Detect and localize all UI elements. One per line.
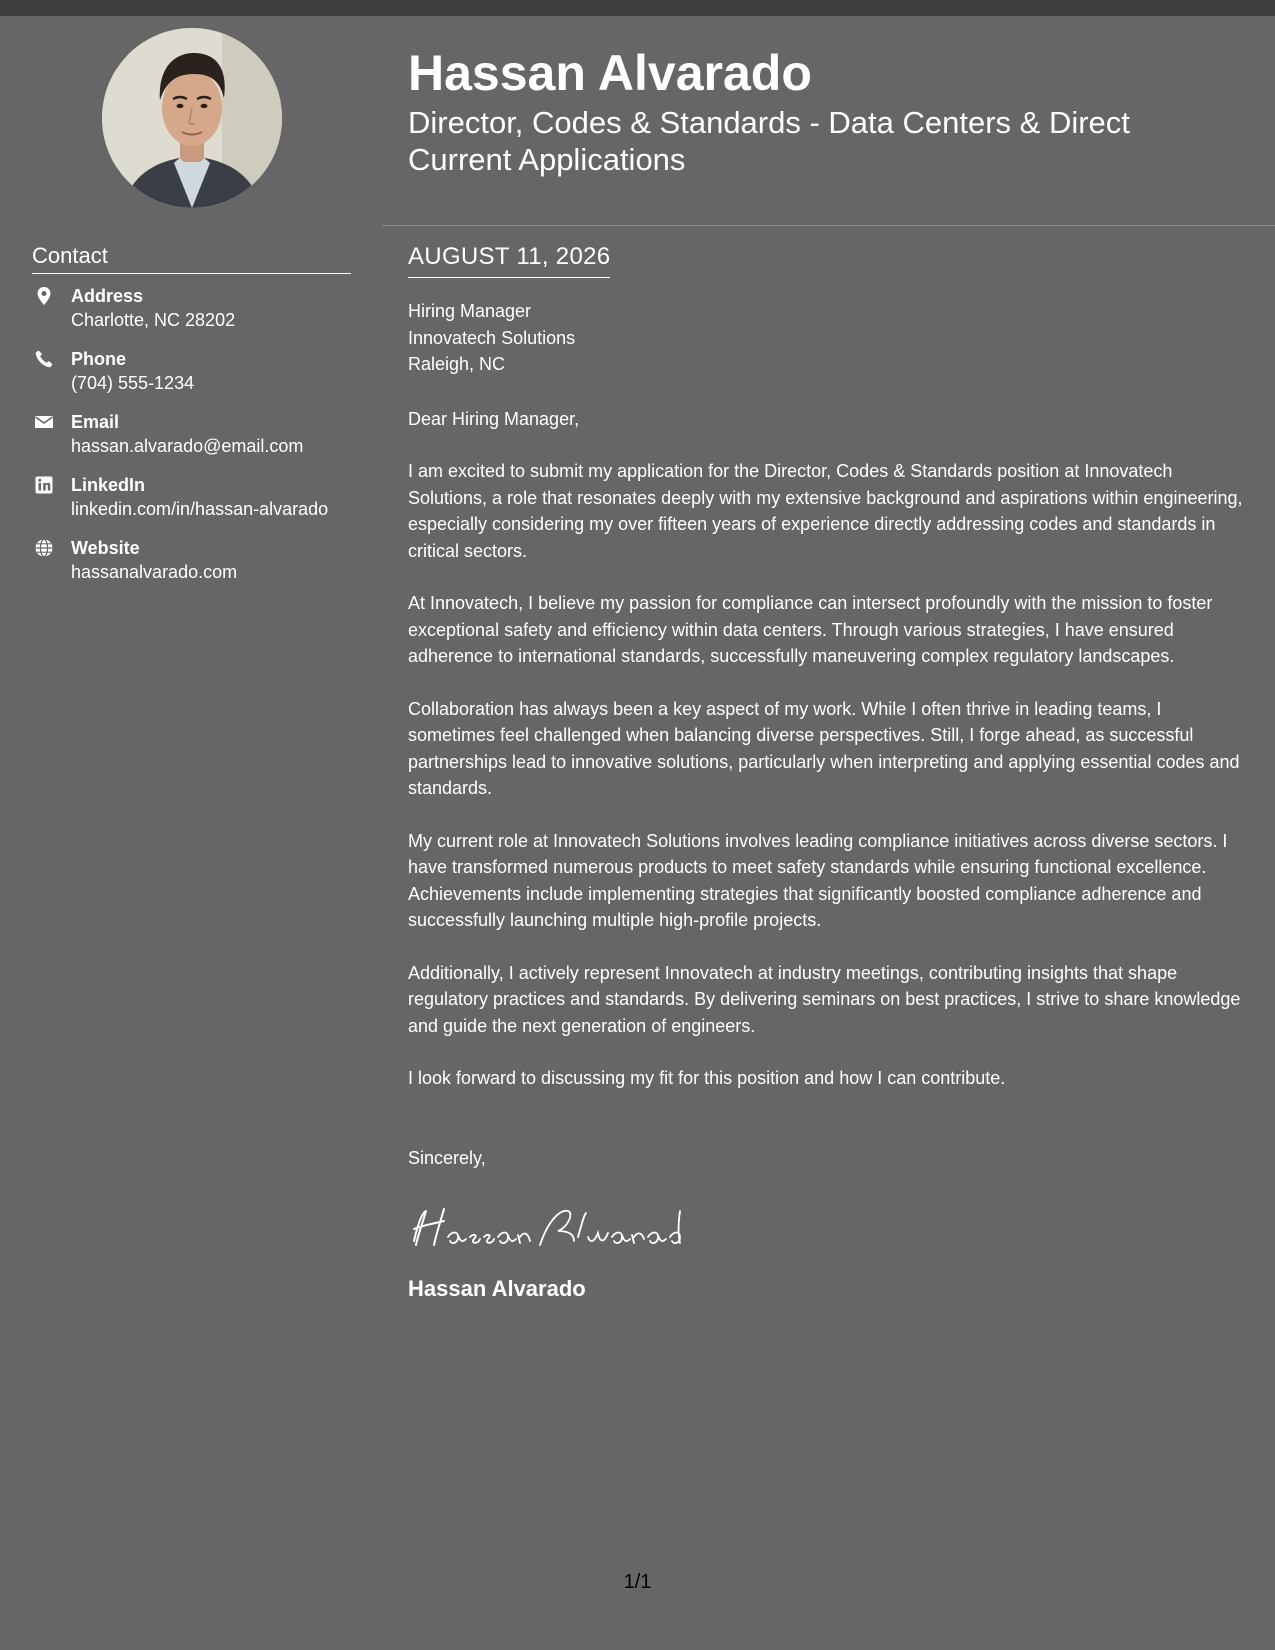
recipient-line: Hiring Manager	[408, 301, 532, 321]
top-strip	[0, 0, 1275, 16]
website-link[interactable]: hassanalvarado.com	[71, 562, 238, 582]
letter-paragraph: I look forward to discussing my fit for this position and how I can contribute.	[408, 1068, 1006, 1088]
signer-name: Hassan Alvarado	[408, 1276, 586, 1301]
phone-icon	[34, 349, 54, 369]
contact-item-linkedin	[32, 473, 362, 536]
greeting: Dear Hiring Manager,	[408, 408, 580, 429]
letter-paragraph: Additionally, I actively represent Innovatech at industry meetings, contributing insights that shape regulatory practices and standards. By delivering seminars on best practices, I strive to share knowledge and guide the next generation of engineers.	[408, 962, 1241, 1036]
contact-list	[32, 284, 362, 599]
job-title: Director, Codes & Standards - Data Centers & Direct Current Applications	[408, 105, 1130, 177]
cover-letter-page	[0, 16, 1275, 1650]
contact-label: Website	[71, 538, 140, 558]
recipient-block	[408, 298, 1248, 378]
letter-paragraph: My current role at Innovatech Solutions involves leading compliance initiatives across diverse sectors. I have transformed numerous products to meet safety standards while ensuring functional excellence. Achievements include implementing strategies that significantly boosted compliance adherence and successfully launching multiple high-profile projects.	[408, 830, 1228, 930]
contact-item-address	[32, 284, 362, 347]
letter-paragraph: I am excited to submit my application for the Director, Codes & Standards position at Innovatech Solutions, a role that resonates deeply with my extensive background and aspirations within engineering, especially considering my over fifteen years of experience directly addressing codes and standards in critical sectors.	[408, 461, 1243, 561]
contact-item-website	[32, 536, 362, 599]
contact-label: Email	[71, 412, 120, 432]
address-value: Charlotte, NC 28202	[71, 310, 236, 330]
header-divider	[382, 225, 1275, 226]
letter-paragraph: Collaboration has always been a key aspect of my work. While I often thrive in leading teams, I sometimes feel challenged when balancing diverse perspectives. Still, I forge ahead, as successful partnerships lead to innovative solutions, particularly when interpreting and applying essential codes and standards.	[408, 698, 1240, 798]
map-pin-icon	[34, 286, 54, 306]
applicant-name: Hassan Alvarado	[408, 45, 812, 101]
envelope-icon	[34, 412, 54, 432]
recipient-line: Innovatech Solutions	[408, 327, 576, 348]
closing: Sincerely,	[408, 1147, 486, 1168]
avatar	[102, 28, 282, 208]
contact-heading: Contact	[32, 242, 351, 274]
letter-paragraph: At Innovatech, I believe my passion for compliance can intersect profoundly with the mission to foster exceptional safety and efficiency within data centers. Through various strategies, I have ensured adherence to international standards, successfully maneuvering complex regulatory landscapes.	[408, 593, 1213, 666]
sidebar	[0, 16, 382, 1650]
contact-item-phone	[32, 347, 362, 410]
letter-date: AUGUST 11, 2026	[408, 242, 610, 278]
phone-value: (704) 555-1234	[71, 373, 195, 393]
portrait-photo	[102, 28, 282, 208]
linkedin-link[interactable]: linkedin.com/in/hassan-alvarado	[71, 499, 329, 519]
signature	[408, 1201, 1248, 1253]
letter-body	[408, 242, 1248, 1303]
handwritten-signature	[408, 1201, 688, 1253]
recipient-line: Raleigh, NC	[408, 354, 506, 374]
globe-icon	[34, 538, 54, 558]
linkedin-icon	[34, 475, 54, 495]
contact-label: Phone	[71, 349, 127, 369]
contact-label: Address	[71, 286, 144, 306]
contact-label: LinkedIn	[71, 475, 146, 495]
email-link[interactable]: hassan.alvarado@email.com	[71, 436, 304, 456]
page-number: 1/1	[623, 1571, 652, 1593]
contact-item-email	[32, 410, 362, 473]
